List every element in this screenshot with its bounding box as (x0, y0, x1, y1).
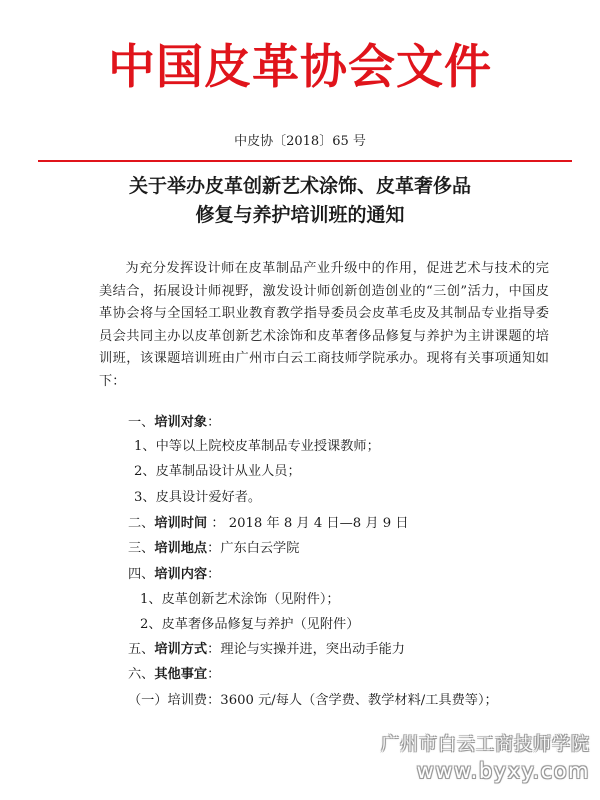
watermark-url: www.byxy.com (416, 759, 590, 783)
section-heading-training-content (128, 566, 220, 584)
section-separator: ： (207, 667, 221, 682)
section-label: 培训时间 (154, 516, 208, 531)
section-number: 二、 (128, 516, 155, 531)
section-number: 六、 (128, 667, 155, 682)
watermark-name: 广州市白云工商技师学院 (381, 734, 590, 755)
intro-paragraph: 为充分发挥设计师在皮革制品产业升级中的作用，促进艺术与技术的完美结合，拓展设计师视野，激发设计师创新创造创业的“三创”活力，中国皮革协会将与全国轻工职业教育教学指导委员会皮革毛皮及其制品专业指导委员会共同主办以皮革创新艺术涂饰和皮革奢侈品修复与养护为主讲课题的培训班，该课题培训班由广州市白云工商技师学院承办。现将有关事项通知如下： (99, 261, 549, 389)
section-label: 其他事宜 (154, 667, 208, 682)
list-item: 3、皮具设计爱好者。 (134, 490, 262, 505)
section-number: 四、 (128, 567, 155, 582)
section-label: 培训方式 (154, 642, 208, 657)
document-number: 中皮协〔2018〕65 号 (234, 134, 366, 149)
section-label: 培训地点 (154, 541, 208, 556)
red-divider-line (38, 160, 572, 162)
section-separator: ： (207, 415, 221, 430)
section-value: 2018 年 8 月 4 日—8 月 9 日 (228, 516, 409, 531)
watermark (381, 732, 590, 784)
list-item: 2、皮革奢侈品修复与养护（见附件） (140, 617, 360, 632)
section-label: 培训对象 (154, 415, 208, 430)
notice-title-line: 修复与养护培训班的通知 (195, 204, 405, 226)
section-value: 理论与实操并进，突出动手能力 (220, 642, 405, 657)
section-heading-training-method (128, 641, 405, 659)
notice-title-line: 关于举办皮革创新艺术涂饰、皮革奢侈品 (128, 175, 471, 197)
notice-title (0, 172, 600, 230)
list-item: （一）培训费：3600 元/每人（含学费、教学材料/工具费等）； (128, 693, 498, 708)
section-heading-training-location (128, 540, 299, 558)
section-label: 培训内容 (154, 567, 208, 582)
section-separator: ： (207, 642, 221, 657)
section-number: 一、 (128, 415, 155, 430)
list-item: 1、皮革创新艺术涂饰（见附件）； (140, 592, 340, 607)
section-separator: ： (207, 567, 221, 582)
section-number: 五、 (128, 642, 155, 657)
section-separator: ： (207, 516, 225, 531)
list-item: 1、中等以上院校皮革制品专业授课教师； (134, 439, 380, 454)
section-heading-training-time (128, 515, 409, 533)
section-heading-training-target (128, 414, 220, 432)
document-header-title: 中国皮革协会文件 (108, 40, 492, 95)
section-value: 广东白云学院 (220, 541, 300, 556)
section-heading-other-matters (128, 666, 220, 684)
section-separator: ： (207, 541, 221, 556)
list-item: 2、皮革制品设计从业人员； (134, 464, 301, 479)
section-number: 三、 (128, 541, 155, 556)
